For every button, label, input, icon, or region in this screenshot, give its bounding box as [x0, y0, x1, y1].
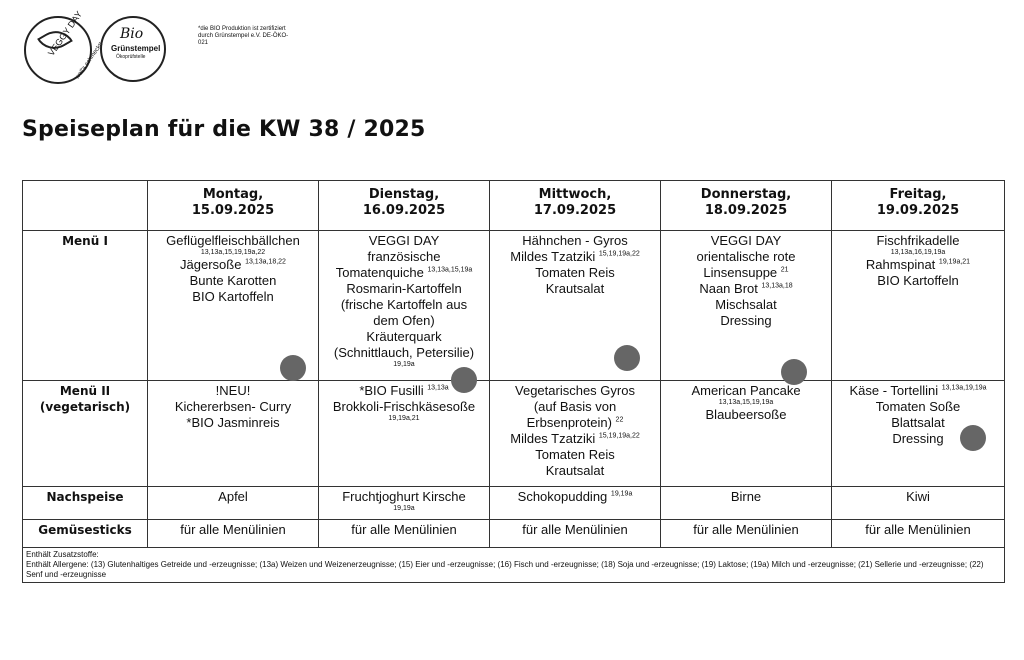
- vegetable-sticks-row: [23, 520, 1005, 548]
- day-name: Freitag,: [889, 187, 947, 202]
- dish: Krautsalat: [545, 463, 605, 478]
- dish: *BIO Jasminreis: [186, 415, 280, 430]
- menu2-wednesday: [490, 381, 661, 487]
- menu1-monday: [148, 231, 319, 381]
- menu2-thursday: [661, 381, 832, 487]
- bio-certification-note: *die BIO Produktion ist zertifiziert durch Grünstempel e.V. DE-ÖKO-021: [198, 26, 289, 46]
- dish: [835, 257, 1001, 273]
- dessert-row: [23, 487, 1005, 520]
- veg-thursday: für alle Menülinien: [661, 520, 832, 548]
- dish: (frische Kartoffeln aus: [340, 297, 468, 312]
- dish: Krautsalat: [545, 281, 605, 296]
- allergens: 21: [780, 266, 789, 274]
- day-header-tuesday: [319, 181, 490, 231]
- menu1-thursday: [661, 231, 832, 381]
- dish: VEGGI DAY: [368, 233, 440, 248]
- day-date: 18.09.2025: [704, 203, 788, 218]
- allergens: 15,19,19a,22: [598, 250, 640, 258]
- footer-row: [23, 548, 1005, 583]
- allergens: 19,19a: [393, 361, 415, 368]
- marker-dot: [280, 355, 306, 381]
- row-label-menu2: [23, 381, 148, 487]
- day-name: Donnerstag,: [700, 187, 792, 202]
- veg-wednesday: für alle Menülinien: [490, 520, 661, 548]
- dish: dem Ofen): [373, 313, 435, 328]
- menu2-tuesday: [319, 381, 490, 487]
- dish: [151, 257, 315, 273]
- dish-name: Mildes Tzatziki: [510, 249, 596, 264]
- veg-monday: für alle Menülinien: [148, 520, 319, 548]
- allergens: 13,13a,15,19,19a,22: [200, 249, 266, 256]
- dish: [493, 431, 657, 447]
- dish: BIO Kartoffeln: [192, 289, 274, 304]
- allergen-legend: [23, 548, 1005, 583]
- allergens: 19,19a,21: [938, 258, 971, 266]
- day-header-thursday: [661, 181, 832, 231]
- dish: VEGGI DAY: [710, 233, 782, 248]
- allergens: 13,13a,15,19,19a: [718, 399, 774, 406]
- veggy-day-logo-text: VEGGY DAY: [46, 9, 85, 58]
- dish: [493, 249, 657, 265]
- dessert-tuesday: [319, 487, 490, 520]
- dessert-thursday: Birne: [661, 487, 832, 520]
- dish: Hähnchen - Gyros: [522, 233, 628, 248]
- dish: BIO Kartoffeln: [877, 273, 959, 288]
- day-date: 17.09.2025: [533, 203, 617, 218]
- menu1-row: [23, 231, 1005, 381]
- dish: Kichererbsen- Curry: [174, 399, 292, 414]
- dish: Vegetarisches Gyros: [515, 383, 635, 398]
- dish: (Schnittlauch, Petersilie): [333, 345, 475, 360]
- dish: französische: [367, 249, 441, 264]
- day-header-monday: [148, 181, 319, 231]
- oekopruefstelle-logo-text: Ökoprüfstelle: [116, 54, 146, 60]
- dessert-friday: Kiwi: [832, 487, 1005, 520]
- dessert-name: Schokopudding: [517, 489, 608, 504]
- dish-name: Käse - Tortellini: [849, 383, 939, 398]
- row-label-menu2-title: Menü II: [59, 384, 111, 398]
- dish: Fischfrikadelle: [876, 233, 960, 248]
- allergens: 13,13a,18: [761, 282, 793, 290]
- dish: Rosmarin-Kartoffeln: [346, 281, 462, 296]
- menu2-monday: [148, 381, 319, 487]
- header-row: [23, 181, 1005, 231]
- allergens: 13,13a,16,19,19a: [890, 249, 946, 256]
- menu1-friday: [832, 231, 1005, 381]
- allergens: 13,13a,15,19a: [427, 266, 473, 274]
- veg-friday: für alle Menülinien: [832, 520, 1005, 548]
- dish: !NEU!: [215, 383, 251, 398]
- dish: orientalische rote: [696, 249, 796, 264]
- dish: Tomaten Reis: [535, 265, 615, 280]
- marker-dot: [614, 345, 640, 371]
- dish: (auf Basis von: [533, 399, 617, 414]
- day-date: 19.09.2025: [876, 203, 960, 218]
- menu1-tuesday: [319, 231, 490, 381]
- bio-logo-text: Bio: [120, 26, 144, 42]
- page-title: Speiseplan für die KW 38 / 2025: [22, 117, 426, 142]
- dish: Kräuterquark: [366, 329, 442, 344]
- dish-name: Naan Brot: [699, 281, 758, 296]
- dish-name: Jägersoße: [180, 257, 242, 272]
- menu2-friday: [832, 381, 1005, 487]
- row-label-dessert: Nachspeise: [23, 487, 148, 520]
- allergens: 19,19a: [393, 505, 415, 512]
- allergens: 22: [615, 416, 624, 424]
- dish-name: Erbsenprotein): [526, 415, 612, 430]
- menu-table: [22, 180, 1005, 583]
- dish: Mischsalat: [715, 297, 777, 312]
- dish: Geflügelfleischbällchen: [166, 233, 300, 248]
- allergen-list: Enthält Allergene: (13) Glutenhaltiges Getreide und -erzeugnisse; (13a) Weizen und Weizenerzeugnisse; (15) Eier und -erzeugnisse; (16) Fisch und -erzeugnisse; (18) Soja und -erzeugnisse; (19) Laktose; (19a) Milch und -erzeugnisse; (21) Sellerie und -erzeugnisse; (22) Senf und -erzeugnisse: [26, 560, 984, 579]
- row-label-vegetable-sticks: Gemüsesticks: [23, 520, 148, 548]
- dessert-name: Fruchtjoghurt Kirsche: [342, 489, 466, 504]
- dish: [664, 281, 828, 297]
- allergens: 13,13a,19,19a: [941, 384, 987, 392]
- menu2-row: [23, 381, 1005, 487]
- dish: Tomaten Soße: [875, 399, 961, 414]
- dish: [493, 415, 657, 431]
- gruenstempel-logo-text: Grünstempel: [111, 44, 161, 53]
- veggy-day-logo-slogan: weil's schmeckt!: [74, 41, 105, 81]
- row-label-menu2-subtitle: (vegetarisch): [39, 400, 131, 414]
- dish: Bunte Karotten: [189, 273, 277, 288]
- dish-name: Linsensuppe: [703, 265, 778, 280]
- dessert-monday: Apfel: [148, 487, 319, 520]
- bio-gruenstempel-logo: [100, 16, 166, 82]
- day-date: 15.09.2025: [191, 203, 275, 218]
- day-name: Montag,: [202, 187, 264, 202]
- day-date: 16.09.2025: [362, 203, 446, 218]
- menu1-wednesday: [490, 231, 661, 381]
- dish: Blaubeersoße: [705, 407, 787, 422]
- day-name: Mittwoch,: [538, 187, 612, 202]
- row-label-menu1: Menü I: [23, 231, 148, 381]
- veg-tuesday: für alle Menülinien: [319, 520, 490, 548]
- day-header-friday: [832, 181, 1005, 231]
- allergens: 19,19a,21: [388, 415, 420, 422]
- dish: American Pancake: [691, 383, 801, 398]
- day-name: Dienstag,: [368, 187, 440, 202]
- day-header-wednesday: [490, 181, 661, 231]
- veggy-day-logo: [24, 9, 105, 84]
- dish: Tomaten Reis: [535, 447, 615, 462]
- dish: [322, 383, 486, 399]
- corner-cell: [23, 181, 148, 231]
- allergens: 19,19a: [610, 490, 633, 498]
- dish: [835, 383, 1001, 399]
- allergens: 13,13a: [427, 384, 449, 392]
- dish-name: *BIO Fusilli: [359, 383, 424, 398]
- dish: Dressing: [720, 313, 772, 328]
- dish-name: Rahmspinat: [865, 257, 936, 272]
- dish: Brokkoli-Frischkäsesoße: [332, 399, 476, 414]
- marker-dot: [960, 425, 986, 451]
- dish: Dressing: [892, 431, 944, 446]
- dish: [664, 265, 828, 281]
- allergens: 15,19,19a,22: [598, 432, 640, 440]
- allergens: 13,13a,18,22: [245, 258, 286, 266]
- dish-name: Mildes Tzatziki: [510, 431, 596, 446]
- dish: Blattsalat: [891, 415, 945, 430]
- dish-name: Tomatenquiche: [335, 265, 424, 280]
- dish: [322, 265, 486, 281]
- dessert-wednesday: [490, 487, 661, 520]
- additives-note: Enthält Zusatzstoffe:: [26, 550, 99, 559]
